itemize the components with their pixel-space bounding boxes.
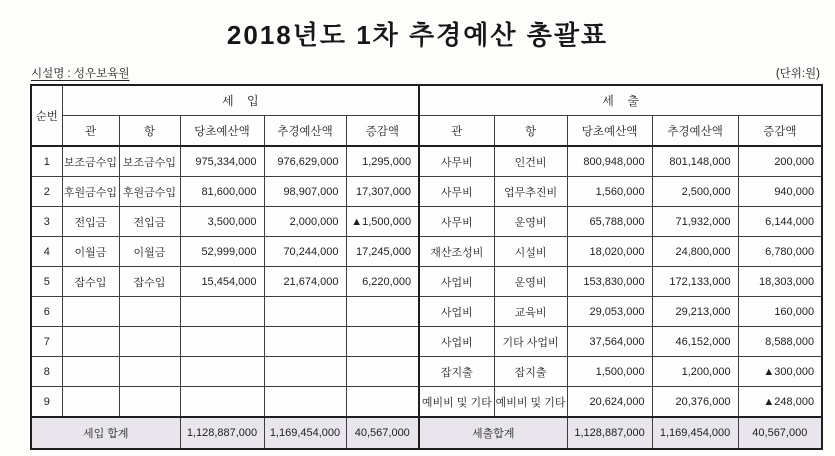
rev-gwan-cell: 잡수입: [62, 267, 119, 297]
rev-original-cell: 52,999,000: [180, 237, 264, 267]
seq-cell: 2: [31, 177, 62, 207]
totals-row: [31, 417, 822, 449]
rev-revised-cell: [264, 297, 346, 327]
exp-revised-cell: 29,213,000: [652, 297, 738, 327]
rev-original-cell: 81,600,000: [180, 177, 264, 207]
rev-hang-cell: [119, 387, 180, 418]
unit-label: (단위:원): [775, 68, 820, 80]
exp-gwan-cell: 사업비: [419, 267, 494, 297]
exp-change-cell: ▲300,000: [738, 357, 822, 387]
exp-gwan-cell: 사무비: [419, 146, 494, 177]
exp-hang-cell: 업무추진비: [494, 177, 567, 207]
col-header-exp-gwan: 관: [419, 116, 494, 147]
rev-change-cell: [346, 327, 419, 357]
col-header-rev-change: 증감액: [346, 116, 419, 147]
exp-original-cell: 37,564,000: [567, 327, 652, 357]
exp-gwan-cell: 예비비 및 기타: [419, 387, 494, 418]
col-header-rev-original-budget: 당초예산액: [180, 116, 264, 147]
rev-original-cell: [180, 327, 264, 357]
table-row: [31, 387, 822, 418]
rev-hang-cell: 잡수입: [119, 267, 180, 297]
expense-total-revised: 1,169,454,000: [652, 417, 738, 449]
rev-change-cell: 6,220,000: [346, 267, 419, 297]
rev-revised-cell: 21,674,000: [264, 267, 346, 297]
seq-cell: 3: [31, 207, 62, 237]
exp-revised-cell: 20,376,000: [652, 387, 738, 418]
seq-cell: 6: [31, 297, 62, 327]
exp-change-cell: 18,303,000: [738, 267, 822, 297]
col-header-exp-hang: 항: [494, 116, 567, 147]
rev-original-cell: [180, 297, 264, 327]
exp-revised-cell: 801,148,000: [652, 146, 738, 177]
rev-change-cell: ▲1,500,000: [346, 207, 419, 237]
rev-revised-cell: [264, 327, 346, 357]
table-row: [31, 146, 822, 177]
revenue-total-original: 1,128,887,000: [180, 417, 264, 449]
exp-gwan-cell: 사무비: [419, 207, 494, 237]
expense-total-change: 40,567,000: [738, 417, 822, 449]
rev-gwan-cell: 전입금: [62, 207, 119, 237]
rev-original-cell: [180, 387, 264, 418]
exp-hang-cell: 예비비 및 기타: [494, 387, 567, 418]
rev-hang-cell: 보조금수입: [119, 146, 180, 177]
exp-change-cell: 8,588,000: [738, 327, 822, 357]
table-row: [31, 297, 822, 327]
table-row: [31, 267, 822, 297]
table-row: [31, 237, 822, 267]
seq-cell: 1: [31, 146, 62, 177]
exp-revised-cell: 71,932,000: [652, 207, 738, 237]
col-header-exp-revised-budget: 추경예산액: [652, 116, 738, 147]
rev-hang-cell: [119, 297, 180, 327]
seq-cell: 7: [31, 327, 62, 357]
revenue-total-change: 40,567,000: [346, 417, 419, 449]
exp-original-cell: 153,830,000: [567, 267, 652, 297]
rev-revised-cell: 70,244,000: [264, 237, 346, 267]
exp-gwan-cell: 사무비: [419, 177, 494, 207]
exp-revised-cell: 172,133,000: [652, 267, 738, 297]
seq-cell: 5: [31, 267, 62, 297]
exp-revised-cell: 1,200,000: [652, 357, 738, 387]
rev-gwan-cell: [62, 297, 119, 327]
rev-hang-cell: 전입금: [119, 207, 180, 237]
rev-hang-cell: [119, 327, 180, 357]
seq-cell: 9: [31, 387, 62, 418]
exp-hang-cell: 시설비: [494, 237, 567, 267]
rev-original-cell: 3,500,000: [180, 207, 264, 237]
rev-original-cell: [180, 357, 264, 387]
rev-revised-cell: [264, 357, 346, 387]
table-row: [31, 177, 822, 207]
seq-cell: 8: [31, 357, 62, 387]
rev-hang-cell: 후원금수입: [119, 177, 180, 207]
exp-gwan-cell: 사업비: [419, 327, 494, 357]
seq-cell: 4: [31, 237, 62, 267]
exp-original-cell: 20,624,000: [567, 387, 652, 418]
exp-revised-cell: 46,152,000: [652, 327, 738, 357]
sub-header-row: [31, 116, 822, 147]
exp-gwan-cell: 사업비: [419, 297, 494, 327]
col-group-revenue: 세 입: [62, 85, 419, 116]
group-header-row: [31, 85, 822, 116]
rev-change-cell: [346, 357, 419, 387]
exp-original-cell: 18,020,000: [567, 237, 652, 267]
rev-gwan-cell: 이월금: [62, 237, 119, 267]
revenue-total-revised: 1,169,454,000: [264, 417, 346, 449]
budget-table: [30, 84, 823, 450]
exp-hang-cell: 운영비: [494, 267, 567, 297]
exp-hang-cell: 잡지출: [494, 357, 567, 387]
rev-revised-cell: 98,907,000: [264, 177, 346, 207]
col-header-rev-revised-budget: 추경예산액: [264, 116, 346, 147]
rev-revised-cell: 976,629,000: [264, 146, 346, 177]
exp-original-cell: 65,788,000: [567, 207, 652, 237]
exp-gwan-cell: 재산조성비: [419, 237, 494, 267]
exp-original-cell: 1,500,000: [567, 357, 652, 387]
rev-revised-cell: [264, 387, 346, 418]
rev-gwan-cell: [62, 387, 119, 418]
rev-change-cell: 1,295,000: [346, 146, 419, 177]
expense-total-original: 1,128,887,000: [567, 417, 652, 449]
exp-change-cell: 200,000: [738, 146, 822, 177]
rev-original-cell: 15,454,000: [180, 267, 264, 297]
exp-change-cell: ▲248,000: [738, 387, 822, 418]
expense-total-label: 세출합계: [419, 417, 567, 449]
exp-change-cell: 6,144,000: [738, 207, 822, 237]
col-header-seq: 순번: [31, 85, 62, 146]
col-header-exp-change: 증감액: [738, 116, 822, 147]
col-header-rev-gwan: 관: [62, 116, 119, 147]
rev-gwan-cell: 보조금수입: [62, 146, 119, 177]
table-row: [31, 207, 822, 237]
exp-hang-cell: 교육비: [494, 297, 567, 327]
exp-original-cell: 29,053,000: [567, 297, 652, 327]
exp-original-cell: 800,948,000: [567, 146, 652, 177]
exp-revised-cell: 24,800,000: [652, 237, 738, 267]
rev-gwan-cell: [62, 327, 119, 357]
exp-revised-cell: 2,500,000: [652, 177, 738, 207]
table-row: [31, 327, 822, 357]
rev-hang-cell: 이월금: [119, 237, 180, 267]
exp-change-cell: 6,780,000: [738, 237, 822, 267]
exp-hang-cell: 운영비: [494, 207, 567, 237]
table-row: [31, 357, 822, 387]
rev-change-cell: [346, 297, 419, 327]
col-header-exp-original-budget: 당초예산액: [567, 116, 652, 147]
exp-change-cell: 160,000: [738, 297, 822, 327]
rev-change-cell: 17,245,000: [346, 237, 419, 267]
meta-row: [31, 65, 820, 81]
col-header-rev-hang: 항: [119, 116, 180, 147]
exp-hang-cell: 기타 사업비: [494, 327, 567, 357]
exp-original-cell: 1,560,000: [567, 177, 652, 207]
rev-original-cell: 975,334,000: [180, 146, 264, 177]
rev-change-cell: [346, 387, 419, 418]
rev-gwan-cell: 후원금수입: [62, 177, 119, 207]
facility-name-label: 시설명 : 성우보육원: [31, 68, 130, 80]
rev-hang-cell: [119, 357, 180, 387]
exp-change-cell: 940,000: [738, 177, 822, 207]
revenue-total-label: 세입 합계: [31, 417, 180, 449]
rev-gwan-cell: [62, 357, 119, 387]
exp-hang-cell: 인건비: [494, 146, 567, 177]
col-group-expense: 세 출: [419, 85, 822, 116]
rev-revised-cell: 2,000,000: [264, 207, 346, 237]
exp-gwan-cell: 잡지출: [419, 357, 494, 387]
page-title: 2018년도 1차 추경예산 총괄표: [226, 20, 609, 50]
rev-change-cell: 17,307,000: [346, 177, 419, 207]
